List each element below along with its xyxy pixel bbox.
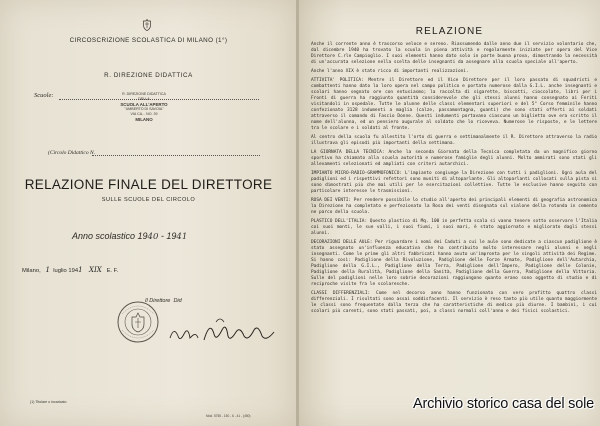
printer-line: Mod. 5755 - 150 - 6 - 41 - (450) xyxy=(206,414,251,418)
stamp-line: DELLA xyxy=(138,97,150,101)
report-paragraph: CLASSI DIFFERENZIALI: Come nel decorso anno hanno funzionato con vero profitto quattro classi differenziali. I risultati sono assai soddisfacenti. Il servizio è reso tanto più utile quanto maggiormente le classi sono frequentate dalla terza che ha caratteristiche di medico più diurne. I bambini, i cui scolari più carenti, sono stati passati, poi, a classi normali coll'anno e dei fisici scolastici. xyxy=(311,290,597,314)
stamp-line: MILANO xyxy=(135,117,153,122)
anno-start: 40 xyxy=(147,232,159,242)
stamp-line: "UMBERTO DI SAVOIA" xyxy=(124,107,164,111)
report-paragraph: ATTIVITA' POLITICA: Mentre il Direttore ed il Vice Direttore per il loro passato di squadristi e combattenti hanno dato la loro opera nel campo politico e portato numerose dalla G.I.L. anche insegnanti e scolari hanno segnato ore con entusiasmo; la raccolta di sigarette, biscotti, cioccolate, libri per i Fronti di guerra ha raggiunto quantità considerevole che gli stessi alunni hanno consegnato ai Feriti visitandoli in ospedale. Tutte le alunne delle classi elementari superiori e del 5° Corso femminile hanno confezionato 3128 indumenti a maglia (calze, passamontagna, guanti) che sono stati offerti ai soldati attraverso il comando di Fascio Donne. Questi indumenti portavano ciascuno un biglietto ove era scritto il nome dell'alunna, ed un pensiero augurale al soldato che lo riceveva. Numerose le risposte, e le lettere tra le scolare e i soldati al fronte. xyxy=(311,78,597,131)
stamp-line: VIA CA... NO. 39 xyxy=(130,112,158,116)
scuole-label: Scuole: xyxy=(34,92,54,99)
place-date xyxy=(22,266,118,274)
report-body xyxy=(311,42,597,318)
place-month: luglio 194 xyxy=(53,268,79,274)
place-label: Milano, xyxy=(22,268,41,274)
report-paragraph: IMPIANTO MICRO-RADIO-GRAMMOFONICO: L'impianto congiunge la Direzione con tutti i padiglioni. Ogni aula del padiglioni ed i rispettivi refettori sono muniti di altoparlante. Gli altoparlanti collocati sulla pista si sono dimostrati più che mai utili per le esercitazioni collettive. Tutte le esclusive hanno seguito con particolare interesse le trasmissioni. xyxy=(311,171,597,194)
report-paragraph: PLASTICO DELL'ITALIA: Questo plastico di Mq. 100 in perfetta scala si vanno tenere sotto osservare l'Italia coi suoi monti, le sue valli, i suoi fiumi, i suoi mari, è stato aggiornato e migliorato dagli stessi alunni. xyxy=(311,219,597,236)
place-day: 1 xyxy=(45,266,50,274)
cover-page xyxy=(0,0,297,426)
report-paragraph: DECORAZIONI DELLE AULE: Per riguardare i nomi dei Caduti a cui le aule sono dedicate a ciascun padiglione è stato assegnato un'influenza educativa che ha contribuito molto interessare negli alunni e negli insegnanti. Come le prime gli altri fabbricati hanno avuto un'impronta per le singoli attività dei Regime. Si hanno così: Padiglione della Rivoluzione, Padiglione delle Forze Armate, Padiglione dell'Autarchia, Padiglione della G.I.L., Padiglione della Terra, Padiglione dell'Impero, Padiglione delle Colonie, Padiglione della Ruralità, Padiglione della Sanità, Padiglione della Guerra, Padiglione della Vittoria. Sulle del padiglioni nelle loro sobrie decorazioni raggiungono quanto erano sono oggetto di studio e di reciproche visite fra le scolaresche. xyxy=(311,240,597,287)
place-era: XIX xyxy=(88,266,102,274)
place-year-digit: 1 xyxy=(78,266,83,274)
footnote: (1) Titolare o incaricato xyxy=(30,400,67,404)
official-seal xyxy=(116,300,160,344)
director-label-text: Il Direttore xyxy=(145,298,171,304)
school-stamp xyxy=(103,92,185,122)
state-emblem-icon xyxy=(142,18,152,30)
circolo-label: (Circolo Didattico N. xyxy=(48,150,96,156)
anno-label: Anno scolastico 19 xyxy=(72,231,148,241)
circolo-field-line xyxy=(92,155,260,156)
director-signature xyxy=(168,312,278,352)
circoscrizione-header: CIRCOSCRIZIONE SCOLASTICA DI MILANO (1°) xyxy=(69,37,228,44)
report-paragraph: LA GIORNATA DELLA TECNICA: Anche la seconda Giornata della Tecnica completata da un magnifico giorno sportivo ha chiamato alla scuola autorità e numerose famiglie degli alunni. Molto ammirati sono stati gli allevamenti selezionati ed ampliati con criteri autarchici. xyxy=(311,150,597,167)
anno-mid: - 19 xyxy=(160,231,177,241)
document-subtitle: SULLE SCUOLE DEL CIRCOLO xyxy=(101,197,196,203)
report-page xyxy=(299,0,600,426)
anno-scolastico xyxy=(72,231,187,242)
report-paragraph: Anche l'anno XIX è stato ricco di importanti realizzazioni. xyxy=(311,69,469,74)
document-title: RELAZIONE FINALE DEL DIRETTORE xyxy=(24,177,273,192)
report-paragraph: Anche il corrente anno è trascorso veloce e sereno. Riassumendo dalle anno due il servizio volontario che, dal dicembre 1940 ha trovato la scuola in piena attività e regolarmente iniziate per opera del Vice Direttore C.rle Campioglio. I suoi elementi hanno dato solo in parte buona prova, dimostrando la necessità di un'accurata selezione nella scelta delle insegnanti da assegnare alla scuola speciale all'aperto. xyxy=(311,42,597,65)
report-paragraph: ROSA DEI VENTI: Per rendere possibile lo studio all'aperto dei principali elementi di geografia astronomica la Direzione ha completato e perfezionato la Rosa dei venti disegnata sul vialone della rotonda in cemento ne parco della scuola. xyxy=(311,198,597,215)
direzione-label: R. DIREZIONE DIDATTICA xyxy=(104,72,193,79)
stamp-line: R. DIREZIONE DIDATTICA xyxy=(122,92,166,96)
archive-watermark: Archivio storico casa del sole xyxy=(413,396,594,412)
report-paragraph: Al centro della scuola fu allestito l'orto di guerra e settimanalmente il R. Direttore attraverso la radio illustrava gli episodi più importanti della settimana. xyxy=(311,134,597,146)
report-title: RELAZIONE xyxy=(415,26,484,37)
director-sub-text: Did xyxy=(173,298,182,304)
stamp-line: SCUOLA ALL'APERTO xyxy=(120,102,168,107)
place-era-suffix: E. F. xyxy=(106,268,119,274)
anno-end: 41 xyxy=(176,232,188,242)
